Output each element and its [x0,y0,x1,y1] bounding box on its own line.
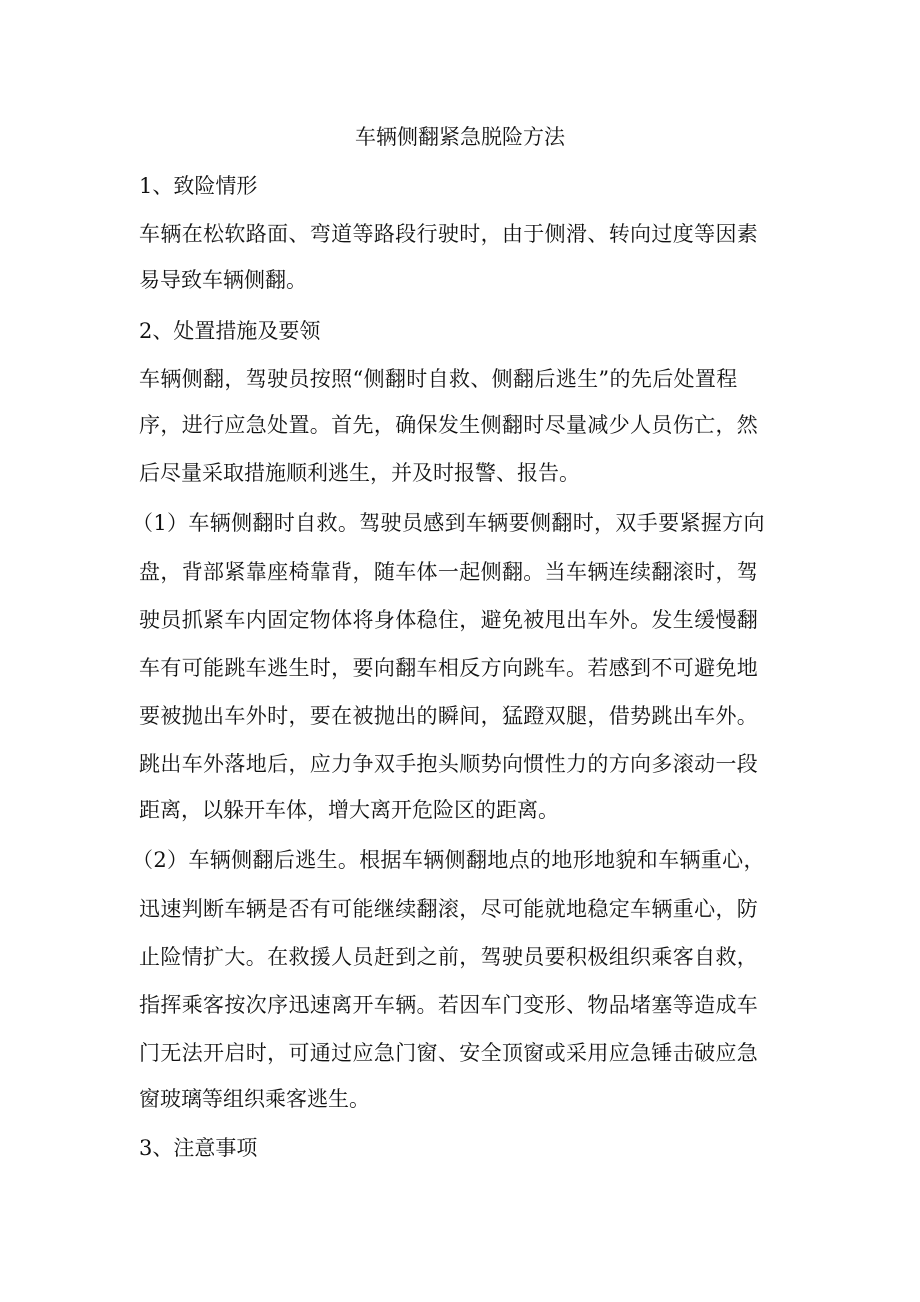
section-heading: 2、处置措施及要领 [139,319,321,343]
paragraph-line: 序，进行应急处置。首先，确保发生侧翻时尽量减少人员伤亡，然 [139,413,759,437]
paragraph-line: 车辆侧翻，驾驶员按照“侧翻时自救、侧翻后逃生”的先后处置程 [139,367,738,391]
paragraph-line: 驶员抓紧车内固定物体将身体稳住，避免被甩出车外。发生缓慢翻 [139,608,759,632]
paragraph-line: 后尽量采取措施顺利逃生，并及时报警、报告。 [139,461,580,485]
section-heading: 1、致险情形 [139,174,258,198]
document-title: 车辆侧翻紧急脱险方法 [355,125,565,149]
paragraph-line: 距离，以躲开车体，增大离开危险区的距离。 [139,798,559,822]
paragraph-line: 指挥乘客按次序迅速离开车辆。若因车门变形、物品堵塞等造成车 [139,993,759,1017]
paragraph-line: （2）车辆侧翻后逃生。根据车辆侧翻地点的地形地貌和车辆重心， [132,848,765,872]
paragraph-line: 要被抛出车外时，要在被抛出的瞬间，猛蹬双腿，借势跳出车外。 [139,704,759,728]
paragraph-line: 迅速判断车辆是否有可能继续翻滚，尽可能就地稳定车辆重心，防 [139,897,759,921]
paragraph-line: 跳出车外落地后，应力争双手抱头顺势向惯性力的方向多滚动一段 [139,752,759,776]
paragraph-line: 车辆在松软路面、弯道等路段行驶时，由于侧滑、转向过度等因素 [139,222,759,246]
section-heading: 3、注意事项 [139,1136,258,1160]
paragraph-line: 易导致车辆侧翻。 [139,268,307,292]
paragraph-line: 门无法开启时，可通过应急门窗、安全顶窗或采用应急锤击破应急 [139,1041,759,1065]
paragraph-line: （1）车辆侧翻时自救。驾驶员感到车辆要侧翻时，双手要紧握方向 [132,511,765,535]
paragraph-line: 盘，背部紧靠座椅靠背，随车体一起侧翻。当车辆连续翻滚时，驾 [139,560,759,584]
paragraph-line: 止险情扩大。在救援人员赶到之前，驾驶员要积极组织乘客自救， [139,945,759,969]
paragraph-line: 车有可能跳车逃生时，要向翻车相反方向跳车。若感到不可避免地 [139,656,759,680]
paragraph-line: 窗玻璃等组织乘客逃生。 [139,1087,370,1111]
